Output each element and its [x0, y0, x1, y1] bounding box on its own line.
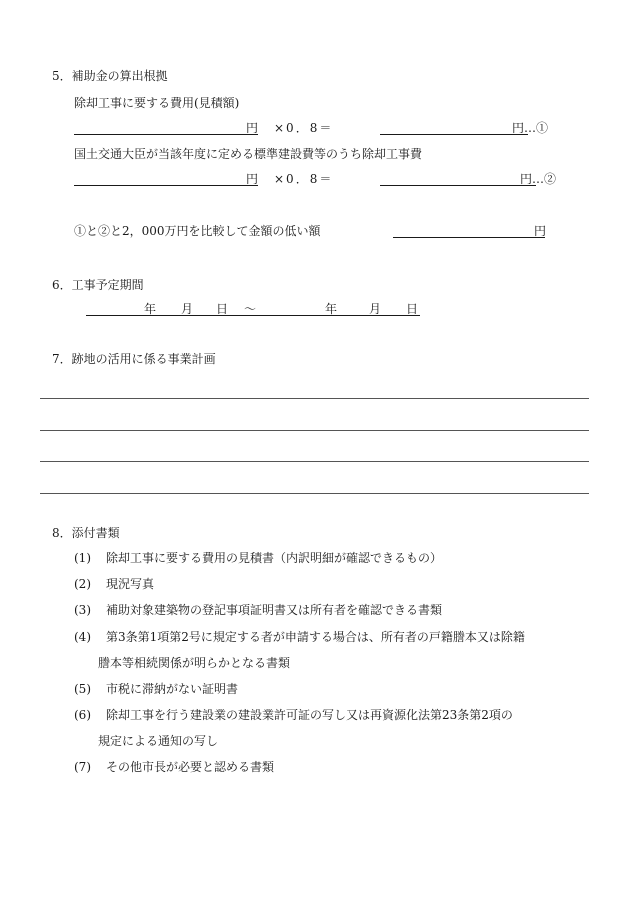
section-6-heading: 6．工事予定期間: [52, 278, 144, 292]
multiplier-2: ×0．8＝: [274, 172, 334, 186]
attachment-7-text: その他市長が必要と認める書類: [106, 760, 275, 774]
estimate-cost-field[interactable]: [74, 134, 258, 135]
attachment-2-text: 現況写真: [106, 577, 155, 591]
compare-label: ①と②と2，000万円を比較して金額の低い額: [74, 224, 321, 238]
estimate-cost-unit: 円: [246, 121, 259, 135]
attachment-7-number: (7): [74, 760, 91, 774]
plan-line-2[interactable]: [40, 430, 589, 431]
lower-amount-field[interactable]: [393, 237, 545, 238]
attachment-1-number: (1): [74, 551, 91, 565]
section-8-heading: 8．添付書類: [52, 526, 120, 540]
end-day-label: 日: [406, 302, 419, 316]
attachment-6-continuation: 規定による通知の写し: [98, 734, 219, 748]
attachment-5-text: 市税に滞納がない証明書: [106, 682, 239, 696]
multiplier-1: ×0．8＝: [274, 121, 334, 135]
standard-cost-label: 国土交通大臣が当該年度に定める標準建設費等のうち除却工事費: [74, 147, 423, 161]
attachment-6-text: 除却工事を行う建設業の建設業許可証の写し又は再資源化法第23条第2項の: [106, 708, 513, 722]
start-month-label: 月: [181, 302, 194, 316]
attachment-2-number: (2): [74, 577, 91, 591]
attachment-6-number: (6): [74, 708, 91, 722]
attachment-4-number: (4): [74, 630, 91, 644]
plan-line-4[interactable]: [40, 493, 589, 494]
result-2-suffix: 円…②: [520, 172, 557, 186]
standard-cost-field[interactable]: [74, 185, 258, 186]
section-7-heading: 7．跡地の活用に係る事業計画: [52, 352, 216, 366]
attachment-5-number: (5): [74, 682, 91, 696]
attachment-4-text: 第3条第1項第2号に規定する者が申請する場合は、所有者の戸籍謄本又は除籍: [106, 630, 525, 644]
estimate-cost-label: 除却工事に要する費用(見積額): [74, 96, 240, 110]
attachment-3-text: 補助対象建築物の登記事項証明書又は所有者を確認できる書類: [106, 603, 443, 617]
start-day-label: 日: [216, 302, 229, 316]
plan-line-3[interactable]: [40, 461, 589, 462]
attachment-3-number: (3): [74, 603, 91, 617]
section-5-heading: 5．補助金の算出根拠: [52, 69, 168, 83]
end-year-label: 年: [325, 302, 338, 316]
standard-cost-unit: 円: [246, 172, 259, 186]
end-month-label: 月: [369, 302, 382, 316]
plan-line-1[interactable]: [40, 398, 589, 399]
result-2-field[interactable]: [380, 185, 536, 186]
lower-amount-unit: 円: [534, 224, 547, 238]
result-1-suffix: 円…①: [512, 121, 549, 135]
attachment-4-continuation: 謄本等相続関係が明らかとなる書類: [98, 656, 291, 670]
start-year-label: 年: [144, 302, 157, 316]
attachment-1-text: 除却工事に要する費用の見積書（内訳明細が確認できるもの）: [106, 551, 443, 565]
result-1-field[interactable]: [380, 134, 528, 135]
period-tilde: ～: [244, 302, 257, 316]
